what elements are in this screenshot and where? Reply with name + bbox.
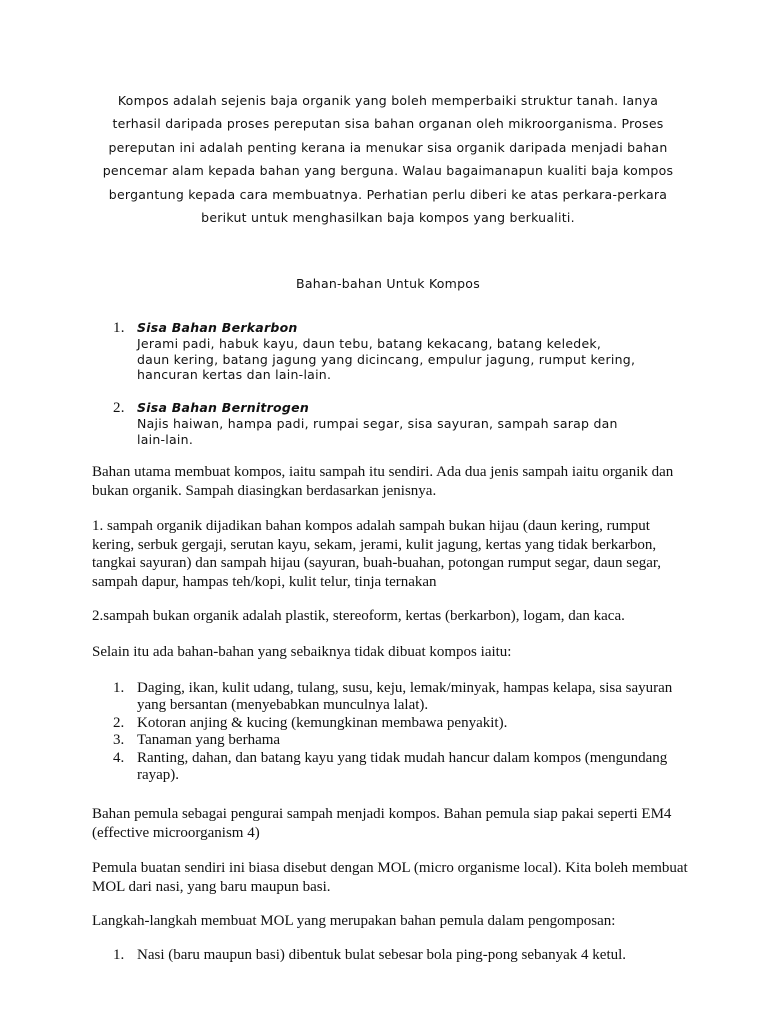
paragraph-organic-waste: 1. sampah organik dijadikan bahan kompos adalah sampah bukan hijau (daun kering, rumput kering, serbuk gergaji, serutan kayu, sekam, jerami, kulit jagung, kertas yang tidak berkarbon, tangkai sayuran) dan sampah hijau (sayuran, buah-buahan, potongan rumput segar, daun segar, sampah dapur, hampas teh/kopi, kulit telur, tinja ternakan: [92, 518, 662, 590]
list-text: Kotoran anjing & kucing (kemungkinan membawa penyakit).: [137, 714, 508, 731]
material-number: 2.: [113, 400, 125, 416]
material-number: 1.: [113, 320, 125, 336]
list-number: 1.: [113, 680, 125, 696]
material-description: Najis haiwan, hampa padi, rumpai segar, sisa sayuran, sampah sarap dan lain-lain.: [137, 416, 618, 447]
list-item: [113, 680, 673, 715]
list-item: [113, 947, 673, 964]
material-description: Jerami padi, habuk kayu, daun tebu, batang kekacang, batang keledek, daun kering, batang jagung yang dicincang, empulur jagung, rumput kering, hancuran kertas dan lain-lain.: [137, 336, 636, 382]
paragraph-steps-intro: Langkah-langkah membuat MOL yang merupakan bahan pemula dalam pengomposan:: [92, 913, 616, 929]
list-number: 4.: [113, 749, 125, 766]
list-number: 1.: [113, 947, 125, 963]
list-text: Ranting, dahan, dan batang kayu yang tidak mudah hancur dalam kompos (mengundang rayap).: [137, 749, 668, 784]
list-text: Daging, ikan, kulit udang, tulang, susu, keju, lemak/minyak, hampas kelapa, sisa sayuran yang bersantan (menyebabkan munculnya lalat).: [137, 680, 673, 714]
paragraph-starter: Bahan pemula sebagai pengurai sampah menjadi kompos. Bahan pemula siap pakai seperti EM4 (effective microorganism 4): [92, 806, 672, 841]
list-text: Nasi (baru maupun basi) dibentuk bulat sebesar bola ping-pong sebanyak 4 ketul.: [137, 947, 627, 963]
list-item: [113, 732, 673, 749]
paragraph-avoid-intro: Selain itu ada bahan-bahan yang sebaiknya tidak dibuat kompos iaitu:: [92, 644, 512, 660]
steps-list: [113, 947, 673, 964]
list-item: [113, 715, 673, 732]
material-title: Sisa Bahan Berkarbon: [137, 320, 298, 335]
list-item: [113, 750, 673, 785]
material-title: Sisa Bahan Bernitrogen: [137, 400, 309, 415]
paragraph-mol: Pemula buatan sendiri ini biasa disebut dengan MOL (micro organisme local). Kita boleh membuat MOL dari nasi, yang baru maupun basi.: [92, 860, 688, 895]
list-text: Tanaman yang berhama: [137, 732, 281, 749]
paragraph-main-material: Bahan utama membuat kompos, iaitu sampah itu sendiri. Ada dua jenis sampah iaitu organik dan bukan organik. Sampah diasingkan berdasarkan jenisnya.: [92, 464, 674, 499]
paragraph-inorganic-waste: 2.sampah bukan organik adalah plastik, stereoform, kertas (berkarbon), logam, dan kaca.: [92, 608, 625, 624]
list-number: 2.: [113, 714, 125, 731]
avoid-list: [113, 680, 673, 784]
list-number: 3.: [113, 732, 125, 749]
section-heading: Bahan-bahan Untuk Kompos: [296, 276, 480, 291]
intro-paragraph: Kompos adalah sejenis baja organik yang boleh memperbaiki struktur tanah. Ianya terhasil daripada proses pereputan sisa bahan organan oleh mikroorganisma. Proses pereputan ini adalah penting kerana ia menukar sisa organik daripada menjadi bahan pencemar alam kepada bahan yang berguna. Walau bagaimanapun kualiti baja kompos bergantung kepada cara membuatnya. Perhatian perlu diberi ke atas perkara-perkara berikut untuk menghasilkan baja kompos yang berkualiti.: [102, 93, 674, 226]
